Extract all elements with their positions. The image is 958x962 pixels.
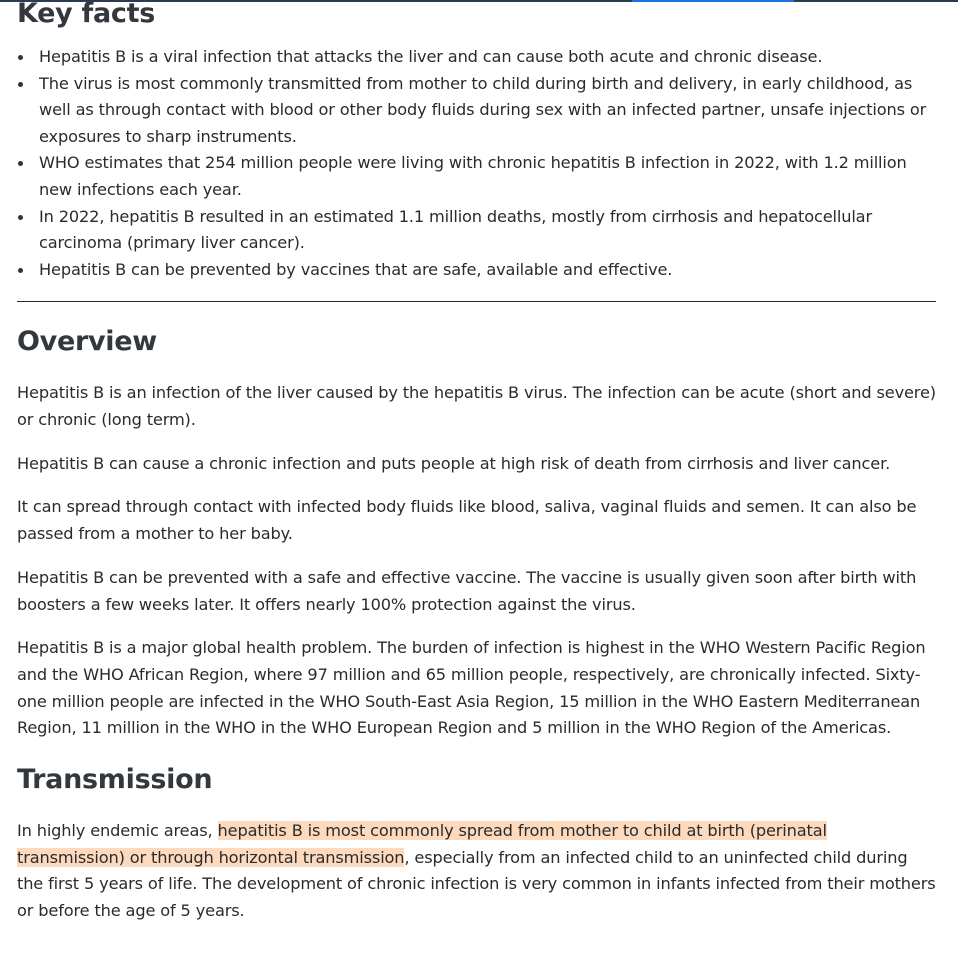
key-fact-item: WHO estimates that 254 million people were living with chronic hepatitis B infection in 2022, with 1.2 million new infections each year. — [17, 150, 936, 203]
key-fact-item: In 2022, hepatitis B resulted in an estimated 1.1 million deaths, mostly from cirrhosis and hepatocellular carcinoma (primary liver cancer). — [17, 204, 936, 257]
overview-paragraph: Hepatitis B is a major global health problem. The burden of infection is highest in the WHO Western Pacific Region and the WHO African Region, where 97 million and 65 million people, respectively, are chronically infected. Sixty-one million people are infected in the WHO South-East Asia Region, 15 million in the WHO Eastern Mediterranean Region, 11 million in the WHO in the WHO European Region and 5 million in the WHO Region of the Americas. — [17, 638, 926, 738]
transmission-paragraph — [17, 818, 936, 925]
overview-paragraph: It can spread through contact with infected body fluids like blood, saliva, vaginal fluids and semen. It can also be passed from a mother to her baby. — [17, 497, 917, 544]
key-fact-item: The virus is most commonly transmitted from mother to child during birth and delivery, in early childhood, as well as through contact with blood or other body fluids during sex with an infected partner, unsafe injections or exposures to sharp instruments. — [17, 71, 936, 151]
overview-paragraph: Hepatitis B can cause a chronic infection and puts people at high risk of death from cirrhosis and liver cancer. — [17, 453, 891, 473]
overview-paragraph: Hepatitis B can be prevented with a safe and effective vaccine. The vaccine is usually given soon after birth with boosters a few weeks later. It offers nearly 100% protection against the virus. — [17, 567, 917, 614]
key-fact-item: Hepatitis B can be prevented by vaccines that are safe, available and effective. — [17, 257, 936, 284]
article-content — [17, 0, 936, 925]
highlighted-text[interactable]: hepatitis B is most commonly spread from mother to child at birth (perinatal transmission) or through horizontal transmission — [17, 821, 827, 867]
section-divider — [17, 301, 936, 302]
transmission-text-after: , especially from an infected child to an uninfected child during the first 5 years of life. The development of chronic infection is very common in infants infected from their mothers or before the age of 5 years. — [17, 847, 936, 921]
key-fact-item: Hepatitis B is a viral infection that attacks the liver and can cause both acute and chronic disease. — [17, 44, 936, 71]
key-facts-list — [17, 44, 936, 283]
overview-heading: Overview — [17, 326, 157, 358]
key-facts-heading: Key facts — [17, 0, 156, 29]
overview-paragraph: Hepatitis B is an infection of the liver caused by the hepatitis B virus. The infection can be acute (short and severe) or chronic (long term). — [17, 383, 936, 430]
transmission-text-before: In highly endemic areas, — [17, 821, 218, 841]
transmission-heading: Transmission — [17, 764, 213, 796]
